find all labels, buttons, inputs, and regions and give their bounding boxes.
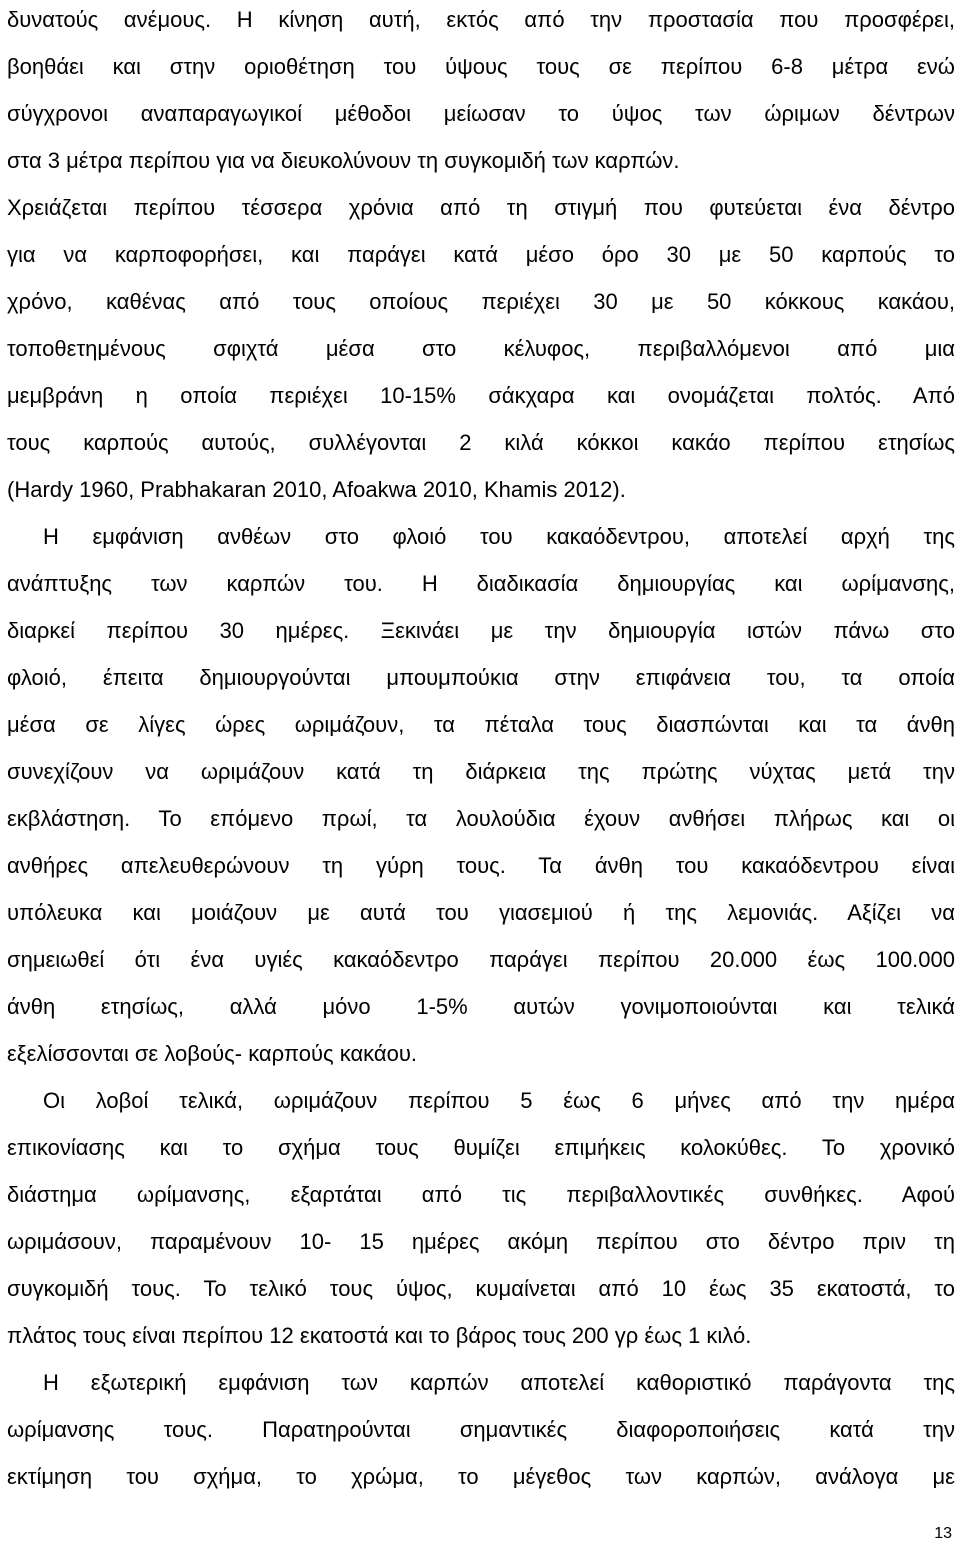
body-text-line: εξελίσσονται σε λοβούς- καρπούς κακάου.	[7, 1041, 417, 1066]
body-text-line: για να καρποφορήσει, και παράγει κατά μέσο όρο 30 με 50 καρπούς το	[7, 242, 955, 267]
body-text-line: διάστημα ωρίμανσης, εξαρτάται από τις περιβαλλοντικές συνθήκες. Αφού	[7, 1182, 955, 1207]
body-text-line: διαρκεί περίπου 30 ημέρες. Ξεκινάει με την δημιουργία ιστών πάνω στο	[7, 618, 955, 643]
paragraph-start-line: Οι λοβοί τελικά, ωριμάζουν περίπου 5 έως 6 μήνες από την ημέρα	[43, 1088, 955, 1113]
body-text-line: φλοιό, έπειτα δημιουργούνται μπουμπούκια στην επιφάνεια του, τα οποία	[7, 665, 955, 690]
body-text-line: βοηθάει και στην οριοθέτηση του ύψους τους σε περίπου 6-8 μέτρα ενώ	[7, 54, 955, 79]
body-text-line: υπόλευκα και μοιάζουν με αυτά του γιασεμιού ή της λεμονιάς. Αξίζει να	[7, 900, 955, 925]
body-text-line: ωριμάσουν, παραμένουν 10- 15 ημέρες ακόμη περίπου στο δέντρο πριν τη	[7, 1229, 955, 1254]
body-text-line: άνθη ετησίως, αλλά μόνο 1-5% αυτών γονιμοποιούνται και τελικά	[7, 994, 955, 1019]
body-text-line: χρόνο, καθένας από τους οποίους περιέχει 30 με 50 κόκκους κακάου,	[7, 289, 955, 314]
body-text-line: συνεχίζουν να ωριμάζουν κατά τη διάρκεια της πρώτης νύχτας μετά την	[7, 759, 955, 784]
body-text-line: δυνατούς ανέμους. Η κίνηση αυτή, εκτός από την προστασία που προσφέρει,	[7, 7, 955, 32]
body-text-line: μεμβράνη η οποία περιέχει 10-15% σάκχαρα και ονομάζεται πολτός. Από	[7, 383, 955, 408]
body-text-line: πλάτος τους είναι περίπου 12 εκατοστά και το βάρος τους 200 γρ έως 1 κιλό.	[7, 1323, 752, 1348]
page-number: 13	[934, 1525, 952, 1542]
body-text-line: σημειωθεί ότι ένα υγιές κακαόδεντρο παράγει περίπου 20.000 έως 100.000	[7, 947, 955, 972]
paragraph-start-line: Η εξωτερική εμφάνιση των καρπών αποτελεί καθοριστικό παράγοντα της	[43, 1370, 955, 1395]
body-text-line: στα 3 μέτρα περίπου για να διευκολύνουν τη συγκομιδή των καρπών.	[7, 148, 680, 173]
body-text-line: τους καρπούς αυτούς, συλλέγονται 2 κιλά κόκκοι κακάο περίπου ετησίως	[7, 430, 955, 455]
body-text-line: μέσα σε λίγες ώρες ωριμάζουν, τα πέταλα τους διασπώνται και τα άνθη	[7, 712, 955, 737]
body-text-line: σύγχρονοι αναπαραγωγικοί μέθοδοι μείωσαν το ύψος των ώριμων δέντρων	[7, 101, 955, 126]
body-text-line: ανθήρες απελευθερώνουν τη γύρη τους. Τα άνθη του κακαόδεντρου είναι	[7, 853, 955, 878]
body-text-line: τοποθετημένους σφιχτά μέσα στο κέλυφος, περιβαλλόμενοι από μια	[7, 336, 955, 361]
paragraph-start-line: Η εμφάνιση ανθέων στο φλοιό του κακαόδεντρου, αποτελεί αρχή της	[43, 524, 955, 549]
body-text-line: εκτίμηση του σχήμα, το χρώμα, το μέγεθος των καρπών, ανάλογα με	[7, 1464, 955, 1489]
body-text-line: συγκομιδή τους. Το τελικό τους ύψος, κυμαίνεται από 10 έως 35 εκατοστά, το	[7, 1276, 955, 1301]
body-text-line: ανάπτυξης των καρπών του. Η διαδικασία δημιουργίας και ωρίμανσης,	[7, 571, 955, 596]
citation-line: (Hardy 1960, Prabhakaran 2010, Afoakwa 2010, Khamis 2012).	[7, 477, 626, 502]
body-text-line: εκβλάστηση. Το επόμενο πρωί, τα λουλούδια έχουν ανθήσει πλήρως και οι	[7, 806, 955, 831]
body-text-line: επικονίασης και το σχήμα τους θυμίζει επιμήκεις κολοκύθες. Το χρονικό	[7, 1135, 955, 1160]
body-text-line: ωρίμανσης τους. Παρατηρούνται σημαντικές διαφοροποιήσεις κατά την	[7, 1417, 955, 1442]
body-text-line: Χρειάζεται περίπου τέσσερα χρόνια από τη στιγμή που φυτεύεται ένα δέντρο	[7, 195, 955, 220]
